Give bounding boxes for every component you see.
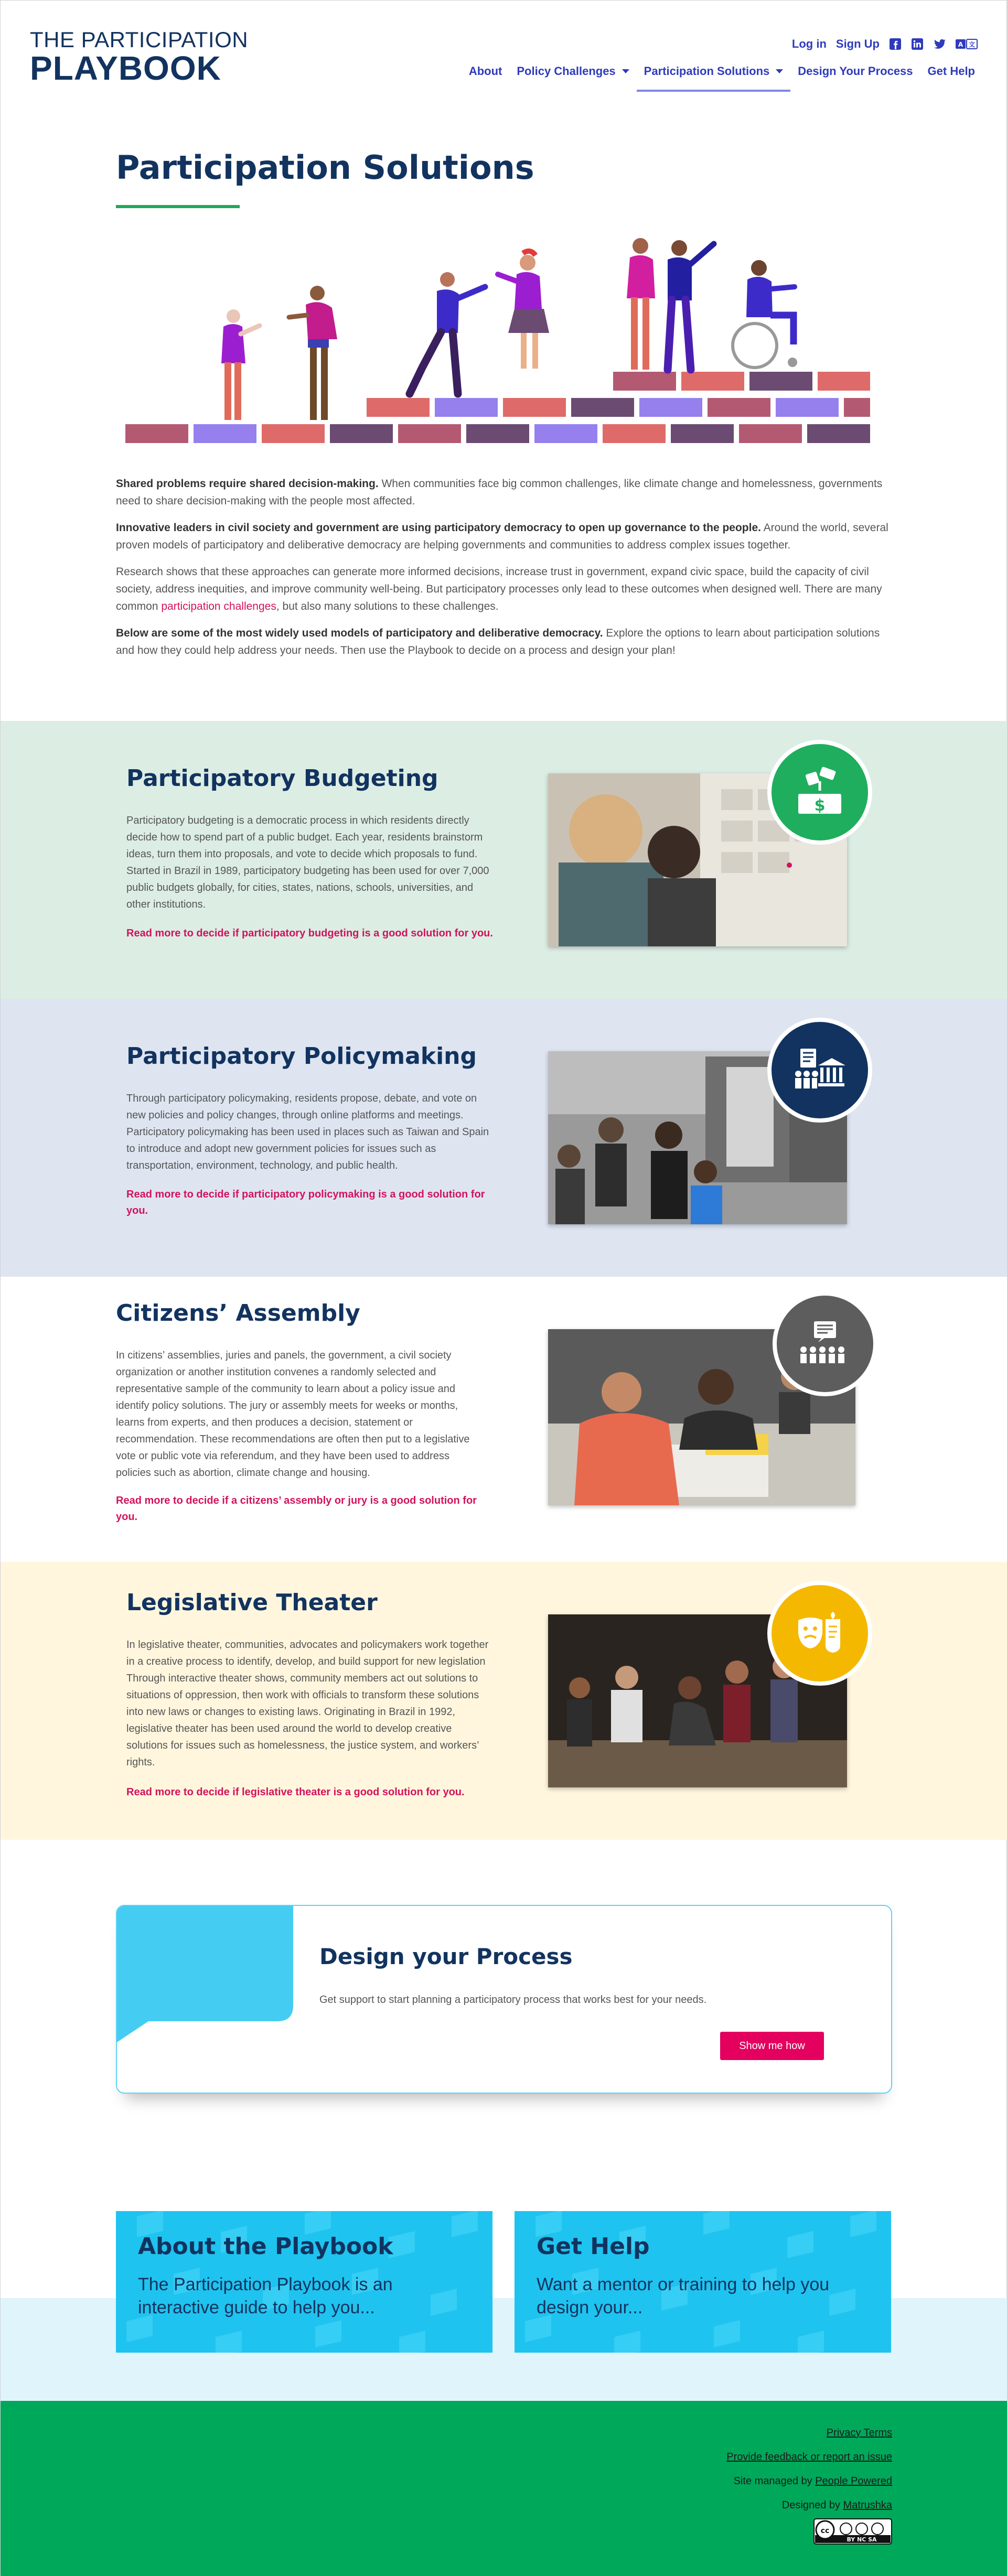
feedback-link[interactable] <box>726 2451 892 2463</box>
intro-p3-b: , but also many solutions to these challenges. <box>276 600 499 612</box>
intro-p3-a: Research shows that these approaches can generate more informed decisions, increase trust in government, expand civic space, build the capacity of civil society, address inequities, and improve community well-being. But participatory processes only lead to these outcomes when designed well. There are many common <box>116 566 882 612</box>
managed-prefix: Site managed by <box>733 2475 816 2487</box>
card-blurb: Want a mentor or training to help you design your... <box>537 2275 830 2318</box>
card-title: About the Playbook <box>138 2233 393 2260</box>
privacy-terms-link[interactable] <box>827 2427 892 2439</box>
signup-link[interactable]: Sign Up <box>835 37 880 50</box>
main-nav <box>462 60 982 92</box>
intro-p1-rest: When communities face big common challenges, like climate change and homelessness, governments need to share decision-making with the people most affected. <box>116 478 883 507</box>
solution-citizens-assembly <box>1 1277 1007 1562</box>
intro-p4-rest: Explore the options to learn about participation solutions and how they could help address your needs. Then use the Playbook to decide on a process and design your plan! <box>116 627 880 656</box>
solution-title: Participatory Budgeting <box>126 765 438 792</box>
get-help-card[interactable] <box>515 2211 891 2353</box>
svg-text:文: 文 <box>968 41 976 48</box>
design-process-title: Design your Process <box>319 1944 573 1969</box>
nav-design-your-process-label: Design Your Process <box>798 64 913 78</box>
solution-read-more-link[interactable]: Read more to decide if participatory budgeting is a good solution for you. <box>126 928 493 939</box>
page-title: Participation Solutions <box>116 148 534 187</box>
chevron-down-icon <box>622 69 629 73</box>
solution-description: Through participatory policymaking, residents propose, debate, and vote on new policies and policy changes, through online platforms and meetings. Participatory policymaking has been used in places such as Taiwan and Spain to introduce and adopt new government policies for issues such as transportation, environment, technology, and public health. <box>126 1093 489 1171</box>
svg-text:$: $ <box>814 796 826 815</box>
matrushka-link[interactable] <box>843 2499 892 2511</box>
solution-legislative-theater <box>1 1562 1007 1840</box>
intro-paragraph-4 <box>116 624 892 659</box>
site-logo[interactable] <box>30 29 248 86</box>
intro-p2-rest: Around the world, several proven models of participatory and deliberative democracy are helping governments and communities to address complex issues together. <box>116 522 888 551</box>
solution-title: Legislative Theater <box>126 1589 378 1616</box>
solution-participatory-policymaking <box>1 999 1007 1277</box>
designed-by <box>782 2499 892 2512</box>
government-building-icon <box>767 1018 872 1123</box>
show-me-how-button[interactable]: Show me how <box>720 2032 824 2060</box>
solution-description: In legislative theater, communities, advocates and policymakers work together in a creative process to identify, develop, and build support for new legislation Through interactive theater shows, community members act out solutions to situations of oppression, then work with officials to transform these solutions into new laws or changes to existing laws. Originating in Brazil in 1992, legislative theater has been used around the world to develop creative solutions for issues such as homelessness, the justice system, and workers’ rights. <box>126 1639 489 1768</box>
people-powered-link[interactable] <box>815 2475 892 2487</box>
solution-title: Citizens’ Assembly <box>116 1300 360 1327</box>
card-title: Get Help <box>537 2233 650 2260</box>
nav-participation-solutions[interactable] <box>637 60 791 92</box>
facebook-icon[interactable] <box>889 38 902 50</box>
site-footer <box>1 2401 1007 2576</box>
site-header <box>1 1 1007 105</box>
feedback-label: Provide feedback or report an issue <box>726 2451 892 2463</box>
design-process-callout <box>116 1905 892 2094</box>
translate-icon[interactable] <box>955 38 978 50</box>
logo-line-1: THE PARTICIPATION <box>30 27 249 52</box>
logo-line-2: PLAYBOOK <box>30 49 221 87</box>
intro-p2-bold: Innovative leaders in civil society and government are using participatory democracy to open up governance to the people. <box>116 522 761 534</box>
intro-paragraph-1 <box>116 475 892 510</box>
speech-bubble-icon <box>117 1906 295 2042</box>
solution-participatory-budgeting <box>1 721 1007 999</box>
nav-about-label: About <box>468 64 502 78</box>
nav-get-help[interactable] <box>920 60 982 92</box>
svg-text:A: A <box>958 41 963 48</box>
assembly-group-icon <box>773 1291 877 1396</box>
solution-description: In citizens’ assemblies, juries and panels, the government, a civil society organization or another institution convenes a randomly selected and representative sample of the community to learn about a policy issue and identify policy solutions. The jury or assembly meets for weeks or months, learns from experts, and then produces a decision, statement or recommendation. These recommendations are often then put to a legislative vote or public vote via referendum, and they have been used to address policies such as abortion, climate change and housing. <box>116 1350 470 1479</box>
nav-about[interactable] <box>462 60 510 92</box>
money-box-icon <box>767 740 872 845</box>
twitter-icon[interactable] <box>933 38 946 50</box>
intro-text <box>116 475 892 669</box>
svg-text:cc: cc <box>820 2527 830 2535</box>
title-underline <box>116 205 240 208</box>
license-text: BY NC SA <box>847 2536 877 2543</box>
chevron-down-icon <box>776 69 783 73</box>
hero-illustration <box>116 231 892 451</box>
utility-bar <box>792 37 978 51</box>
solution-read-more-link[interactable]: Read more to decide if a citizens’ assembly or jury is a good solution for you. <box>116 1495 477 1523</box>
card-blurb: The Participation Playbook is an interactive guide to help you... <box>138 2275 393 2318</box>
linkedin-icon[interactable] <box>911 38 924 50</box>
intro-paragraph-2 <box>116 519 892 554</box>
solution-title: Participatory Policymaking <box>126 1043 477 1070</box>
cc-by-nc-sa-icon[interactable] <box>813 2518 892 2545</box>
design-process-subtitle: Get support to start planning a participatory process that works best for your needs. <box>319 1994 707 2006</box>
intro-p4-bold: Below are some of the most widely used models of participatory and deliberative democracy. <box>116 627 603 639</box>
login-link[interactable]: Log in <box>791 37 827 50</box>
nav-policy-challenges[interactable] <box>509 60 636 92</box>
participation-challenges-link[interactable]: participation challenges <box>161 600 276 612</box>
nav-policy-challenges-label: Policy Challenges <box>517 64 616 78</box>
matrushka-label: Matrushka <box>843 2499 892 2511</box>
solution-read-more-link[interactable]: Read more to decide if participatory policymaking is a good solution for you. <box>126 1189 485 1216</box>
about-playbook-card[interactable] <box>116 2211 492 2353</box>
nav-get-help-label: Get Help <box>927 64 975 78</box>
people-powered-label: People Powered <box>815 2475 892 2487</box>
designed-prefix: Designed by <box>781 2499 843 2511</box>
intro-paragraph-3 <box>116 563 892 615</box>
nav-design-your-process[interactable] <box>790 60 920 92</box>
theater-masks-icon <box>767 1581 872 1686</box>
privacy-terms-label: Privacy Terms <box>826 2427 892 2439</box>
site-managed-by <box>734 2475 892 2487</box>
solution-description: Participatory budgeting is a democratic process in which residents directly decide how to spend part of a public budget. Each year, residents brainstorm ideas, turn them into proposals, and vote to decide which proposals to fund. Started in Brazil in 1989, participatory budgeting has been used for over 7,000 public budgets globally, for cities, states, nations, schools, universities, and other institutions. <box>126 815 489 910</box>
intro-p1-bold: Shared problems require shared decision-making. <box>116 478 379 490</box>
solution-read-more-link[interactable]: Read more to decide if legislative theater is a good solution for you. <box>126 1786 465 1798</box>
nav-participation-solutions-label: Participation Solutions <box>644 64 770 78</box>
